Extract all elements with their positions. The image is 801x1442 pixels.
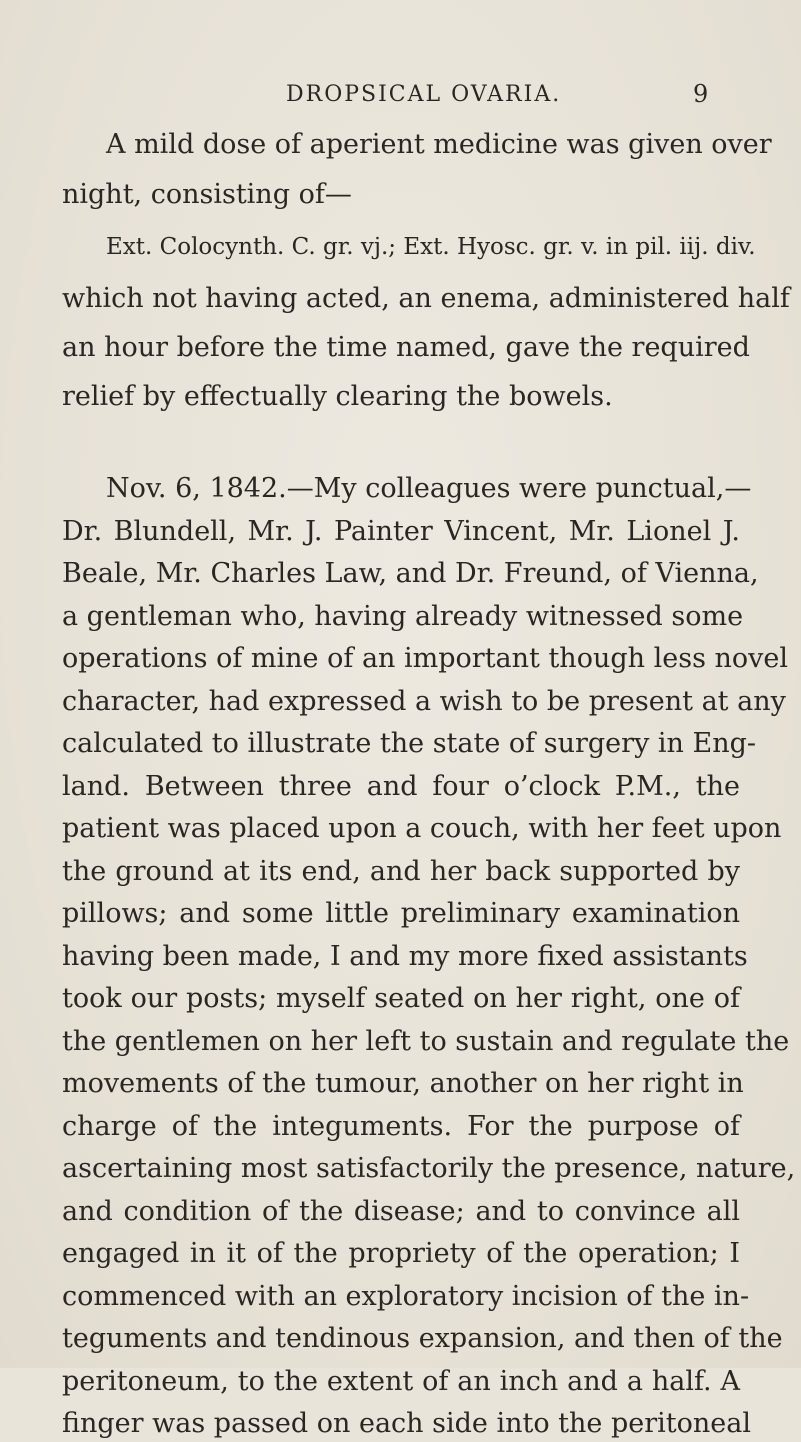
text-line: peritoneum, to the extent of an inch and a half. A	[62, 1365, 740, 1397]
running-head	[0, 82, 801, 116]
text-line: relief by effectually clearing the bowels.	[62, 381, 613, 412]
text-line: the gentlemen on her left to sustain and regulate the	[62, 1025, 790, 1057]
page-number: 9	[693, 80, 709, 108]
text-line: calculated to illustrate the state of surgery in Eng-	[62, 728, 757, 759]
text-line: took our posts; myself seated on her right, one of	[62, 983, 740, 1014]
running-title: DROPSICAL OVARIA.	[286, 82, 562, 107]
recipe-line: Ext. Colocynth. C. gr. vj.; Ext. Hyosc. gr. v. in pil. iij. div.	[106, 234, 756, 260]
text-line: land. Between three and four o’clock P.M., the	[62, 770, 740, 802]
text-line: having been made, I and my more fixed assistants	[62, 940, 748, 972]
text-line: an hour before the time named, gave the required	[62, 332, 750, 363]
text-line: teguments and tendinous expansion, and then of the	[62, 1323, 783, 1354]
text-line: commenced with an exploratory incision of the in-	[62, 1280, 750, 1312]
text-line: ascertaining most satisfactorily the presence, nature,	[62, 1153, 796, 1184]
text-line: A mild dose of aperient medicine was given over	[106, 129, 772, 160]
text-line: character, had expressed a wish to be present at any	[62, 685, 786, 717]
text-line: and condition of the disease; and to convince all	[62, 1195, 740, 1227]
text-line: night, consisting of—	[62, 179, 352, 210]
text-line: which not having acted, an enema, administered half	[62, 283, 790, 314]
text-line: Nov. 6, 1842.—My colleagues were punctual,—	[106, 473, 752, 504]
text-line: the ground at its end, and her back supported by	[62, 855, 740, 887]
text-line: pillows; and some little preliminary examination	[62, 898, 740, 929]
text-line: Dr. Blundell, Mr. J. Painter Vincent, Mr. Lionel J.	[62, 515, 740, 547]
text-line: finger was passed on each side into the peritoneal	[62, 1408, 751, 1439]
text-line: operations of mine of an important though less novel	[62, 643, 789, 674]
text-line: a gentleman who, having already witnessed some	[62, 600, 744, 632]
text-line: patient was placed upon a couch, with her feet upon	[62, 813, 782, 844]
text-line: movements of the tumour, another on her right in	[62, 1068, 744, 1099]
text-line: Beale, Mr. Charles Law, and Dr. Freund, of Vienna,	[62, 558, 759, 589]
text-line: charge of the integuments. For the purpose of	[62, 1110, 740, 1142]
text-line: engaged in it of the propriety of the operation; I	[62, 1238, 740, 1269]
